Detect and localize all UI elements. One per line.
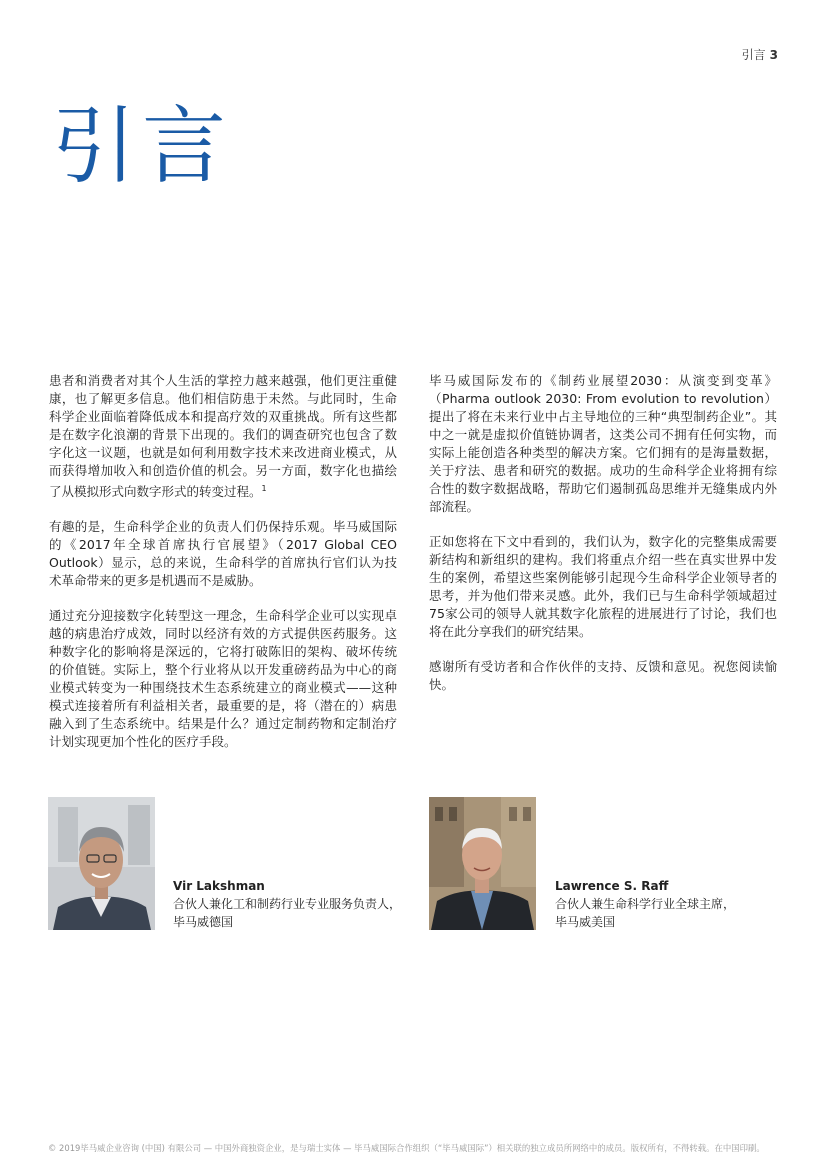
paragraph: 感谢所有受访者和合作伙伴的支持、反馈和意见。祝您阅读愉快。 (429, 659, 777, 692)
paragraph: 有趣的是，生命科学企业的负责人们仍保持乐观。毕马威国际的《2017年全球首席执行官展望》（2017 Global CEO Outlook）显示，总的来说，生命科学的首席执行官们认为技术革命带来的更多是机遇而不是威胁。 (49, 519, 397, 589)
person-caption (555, 877, 805, 931)
person-lawrence-raff (429, 797, 736, 930)
person-name: Lawrence S. Raff (555, 879, 669, 893)
person-caption (173, 877, 423, 931)
portrait-photo (48, 797, 155, 930)
person-org: 毕马威美国 (555, 915, 616, 929)
portrait-photo (429, 797, 536, 930)
page-title: 引言 (52, 97, 233, 195)
left-column (49, 372, 397, 768)
right-column (429, 372, 777, 711)
paragraph: 患者和消费者对其个人生活的掌控力越来越强，他们更注重健康，也了解更多信息。他们相信防患于未然。与此同时，生命科学企业面临着降低成本和提高疗效的双重挑战。所有这些都是在数字化浪潮的背景下出现的。我们的调查研究也包含了数字化这一议题，也就是如何利用数字技术来改进商业模式，从而获得增加收入和创造价值的机会。另一方面，数字化也描绘了从模拟形式向数字形式的转变过程。$^1$ (49, 373, 397, 500)
person-vir-lakshman (48, 797, 402, 930)
footnote-marker: 1 (261, 484, 267, 493)
paragraph: 通过充分迎接数字化转型这一理念，生命科学企业可以实现卓越的病患治疗成效，同时以经济有效的方式提供医药服务。这种数字化的影响将是深远的，它将打破陈旧的架构、破坏传统的价值链。实际上，整个行业将从以开发重磅药品为中心的商业模式转变为一种围绕技术生态系统建立的商业模式——这种模式连接着所有利益相关者，最重要的是，将（潜在的）病患融入到了生态系统中。结果是什么？通过定制药物和定制治疗计划实现更加个性化的医疗手段。 (49, 608, 397, 750)
person-role: 合伙人兼生命科学行业全球主席， (555, 897, 736, 911)
page-header (742, 46, 778, 63)
section-label: 引言 (741, 48, 766, 62)
paragraph: 毕马威国际发布的《制药业展望2030：从演变到变革》（Pharma outlook 2030: From evolution to revolution）提出了将在未来行业中占主导地位的三种“典型制药企业”。其中之一就是虚拟价值链协调者，这类公司不拥有任何实物，而实际上能创造各种类型的解决方案。它们拥有的是海量数据，关于疗法、患者和研究的数据。成功的生命科学企业将拥有综合性的数字数据战略，帮助它们遏制孤岛思维并无缝集成内外部流程。 (429, 373, 777, 514)
page-number: 3 (769, 48, 778, 62)
copyright-footer: © 2019毕马威企业咨询 (中国) 有限公司 — 中国外商独资企业，是与瑞士实体 — 毕马威国际合作组织（“毕马威国际”）相关联的独立成员所网络中的成员。版权所有，不得转载。在中国印刷。 (48, 1143, 765, 1153)
paragraph: 正如您将在下文中看到的，我们认为，数字化的完整集成需要新结构和新组织的建构。我们将重点介绍一些在真实世界中发生的案例，希望这些案例能够引起现今生命科学企业领导者的思考，并为他们带来灵感。此外，我们已与生命科学领域超过75家公司的领导人就其数字化旅程的进展进行了讨论，我们也将在此分享我们的研究结果。 (429, 534, 777, 639)
person-name: Vir Lakshman (173, 879, 265, 893)
person-role: 合伙人兼化工和制药行业专业服务负责人， (173, 897, 402, 911)
person-org: 毕马威德国 (173, 915, 234, 929)
